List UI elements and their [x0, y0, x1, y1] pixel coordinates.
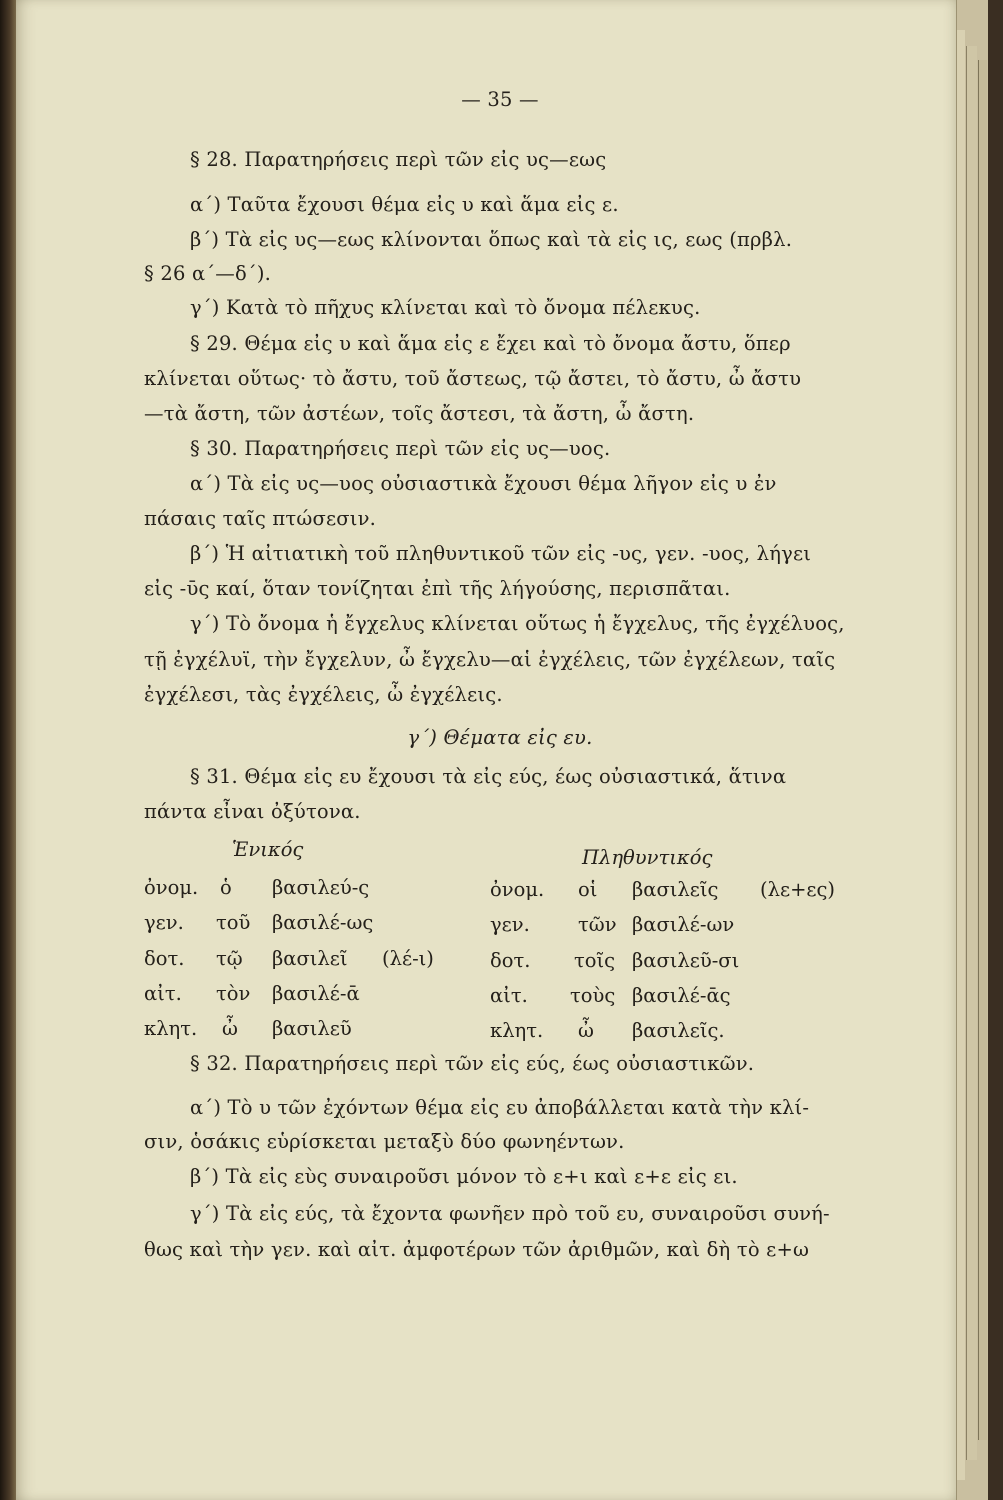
table-cell-form: βασιλεῦ	[272, 1017, 352, 1040]
text-line: α΄) Ταῦτα ἔχουσι θέμα εἰς υ καὶ ἅμα εἰς ε.	[190, 193, 619, 216]
table-cell-case: γεν.	[144, 911, 184, 934]
table-cell-case-plural: γεν.	[490, 913, 530, 936]
table-cell-form: βασιλεῖ	[272, 947, 348, 970]
subheading-themes-eu: γ΄) Θέματα εἰς ευ.	[407, 726, 593, 749]
text-line: κλίνεται οὕτως· τὸ ἄστυ, τοῦ ἄστεως, τῷ ἄστει, τὸ ἄστυ, ὦ ἄστυ	[144, 367, 802, 390]
text-line: σιν, ὁσάκις εὑρίσκεται μεταξὺ δύο φωνηέντων.	[144, 1130, 625, 1153]
text-line: πάσαις ταῖς πτώσεσιν.	[144, 507, 377, 530]
table-cell-article: τοῦ	[216, 911, 251, 934]
table-cell-form-plural: βασιλέ-ᾱς	[632, 984, 731, 1007]
text-line: α΄) Τὸ υ τῶν ἐχόντων θέμα εἰς ευ ἀποβάλλεται κατὰ τὴν κλί-	[190, 1096, 810, 1119]
table-cell-case: αἰτ.	[144, 982, 182, 1005]
table-cell-article: ὦ	[222, 1017, 238, 1040]
table-cell-form-plural: βασιλεῖς.	[632, 1019, 725, 1042]
table-cell-case: ὀνομ.	[144, 876, 199, 899]
table-cell-article-plural: οἱ	[578, 878, 598, 901]
section-29-line: § 29. Θέμα εἰς υ καὶ ἅμα εἰς ε ἔχει καὶ τὸ ὄνομα ἄστυ, ὅπερ	[190, 332, 791, 355]
table-cell-case-plural: δοτ.	[490, 949, 531, 972]
text-line: γ΄) Κατὰ τὸ πῆχυς κλίνεται καὶ τὸ ὄνομα πέλεκυς.	[190, 296, 701, 319]
text-line: β΄) Ἡ αἰτιατικὴ τοῦ πληθυντικοῦ τῶν εἰς -υς, γεν. -υος, λήγει	[190, 542, 812, 565]
section-heading-28: § 28. Παρατηρήσεις περὶ τῶν εἰς υς—εως	[190, 148, 607, 171]
text-line: εἰς -ῡς καί, ὅταν τονίζηται ἐπὶ τῆς λήγούσης, περισπᾶται.	[144, 577, 731, 600]
table-header-singular: Ἑνικός	[232, 838, 304, 861]
text-line: θως καὶ τὴν γεν. καὶ αἰτ. ἀμφοτέρων τῶν ἀριθμῶν, καὶ δὴ τὸ ε+ω	[144, 1238, 810, 1261]
table-cell-case-plural: κλητ.	[490, 1019, 544, 1042]
table-cell-article-plural: ὦ	[578, 1019, 594, 1042]
table-cell-article-plural: τοὺς	[570, 984, 616, 1007]
page-number: — 35 —	[461, 88, 539, 111]
text-line: —τὰ ἄστη, τῶν ἀστέων, τοῖς ἄστεσι, τὰ ἄστη, ὦ ἄστη.	[144, 402, 695, 425]
text-line: α΄) Τὰ εἰς υς—υος οὐσιαστικὰ ἔχουσι θέμα λῆγον εἰς υ ἐν	[190, 472, 777, 495]
table-cell-article-plural: τῶν	[578, 913, 617, 936]
table-cell-case-plural: αἰτ.	[490, 984, 528, 1007]
table-cell-case: δοτ.	[144, 947, 185, 970]
table-cell-form: βασιλέ-ᾱ	[272, 982, 360, 1005]
table-cell-form: βασιλεύ-ς	[272, 876, 370, 899]
text-line: τῇ ἐγχέλυϊ, τὴν ἔγχελυν, ὦ ἔγχελυ—αἱ ἐγχέλεις, τῶν ἐγχέλεων, ταῖς	[144, 648, 836, 671]
section-heading-32: § 32. Παρατηρήσεις περὶ τῶν εἰς εύς, έως οὐσιαστικῶν.	[190, 1052, 755, 1075]
text-line: β΄) Τὰ εἰς εὺς συναιροῦσι μόνον τὸ ε+ι καὶ ε+ε εἰς ει.	[190, 1165, 738, 1188]
page-edge	[978, 60, 987, 1440]
section-heading-30: § 30. Παρατηρήσεις περὶ τῶν εἰς υς—υος.	[190, 437, 611, 460]
text-line: πάντα εἶναι ὀξύτονα.	[144, 800, 361, 823]
table-header-plural: Πληθυντικός	[582, 846, 713, 869]
text-line: γ΄) Τὰ εἰς εύς, τὰ ἔχοντα φωνῆεν πρὸ τοῦ ευ, συναιροῦσι συνή-	[190, 1202, 830, 1225]
text-line: ἐγχέλεσι, τὰς ἐγχέλεις, ὦ ἐγχέλεις.	[144, 683, 503, 706]
text-line: γ΄) Τὸ ὄνομα ἡ ἔγχελυς κλίνεται οὕτως ἡ ἔγχελυς, τῆς ἐγχέλυος,	[190, 612, 845, 635]
table-cell-article: ὁ	[220, 876, 232, 899]
table-cell-article-plural: τοῖς	[574, 949, 616, 972]
table-cell-form-plural: βασιλεῖς	[632, 878, 719, 901]
table-cell-article: τῷ	[216, 947, 243, 970]
paper-sheet	[16, 0, 957, 1500]
table-cell-article: τὸν	[216, 982, 251, 1005]
table-cell-note-plural: (λε+ες)	[760, 878, 836, 901]
table-cell-form: βασιλέ-ως	[272, 911, 374, 934]
book-cover-edge	[988, 0, 1003, 1500]
table-cell-note: (λέ-ι)	[382, 947, 434, 970]
table-cell-case-plural: ὀνομ.	[490, 878, 545, 901]
section-31-line: § 31. Θέμα εἰς ευ ἔχουσι τὰ εἰς εύς, έως οὐσιαστικά, ἅτινα	[190, 765, 787, 788]
page-edge	[966, 46, 977, 1460]
table-cell-form-plural: βασιλεῦ-σι	[632, 949, 740, 972]
table-cell-case: κλητ.	[144, 1017, 198, 1040]
table-cell-form-plural: βασιλέ-ων	[632, 913, 735, 936]
book-spine	[0, 0, 16, 1500]
text-line: β΄) Τὰ εἰς υς—εως κλίνονται ὅπως καὶ τὰ εἰς ις, εως (πρβλ.	[190, 228, 793, 251]
text-line: § 26 α΄—δ΄).	[144, 262, 272, 285]
